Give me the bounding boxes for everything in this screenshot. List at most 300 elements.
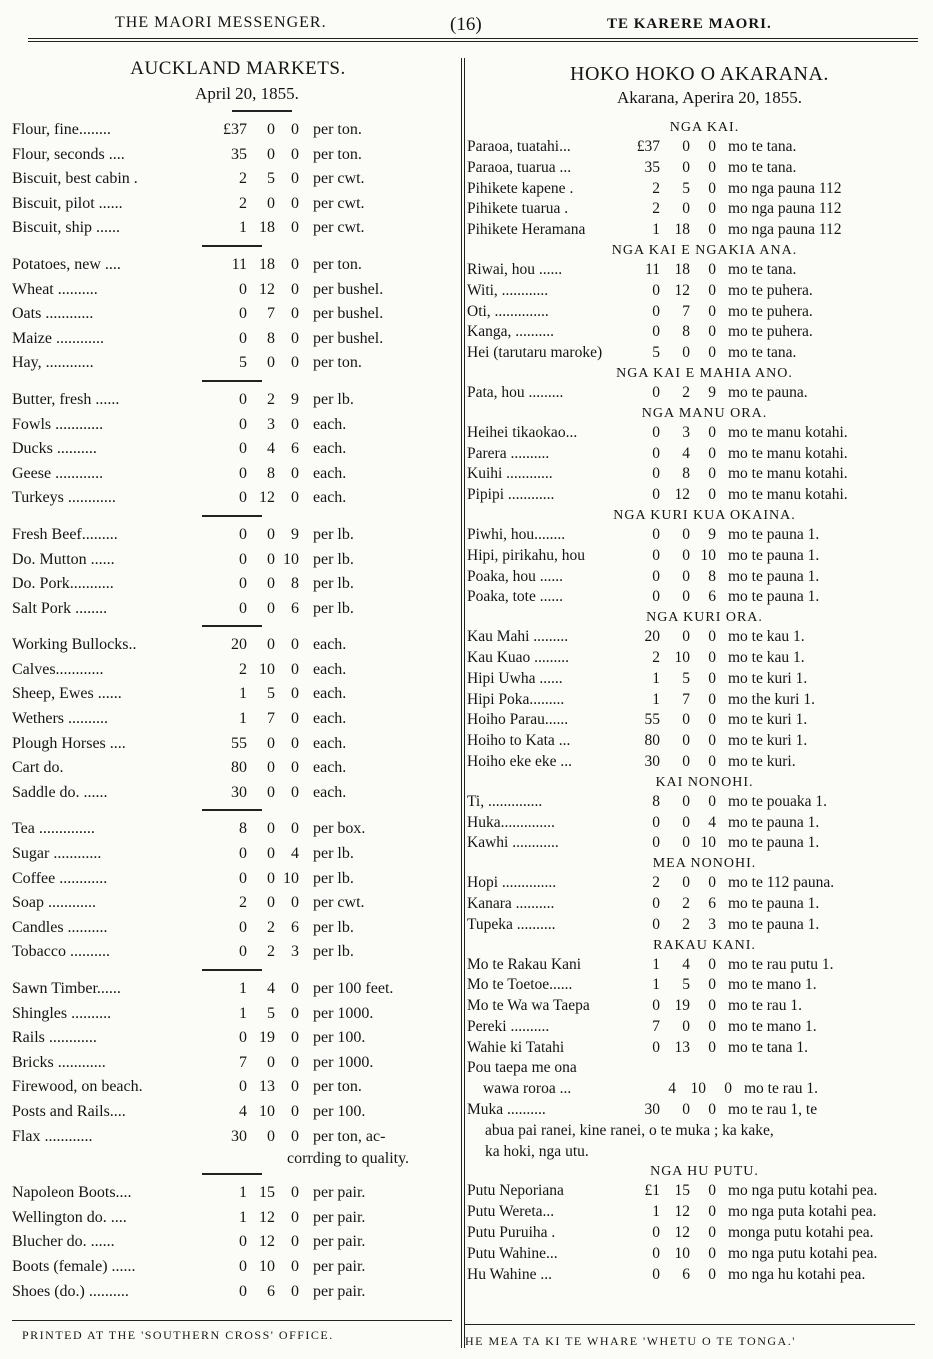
market-section bbox=[12, 1181, 452, 1304]
price-row bbox=[12, 413, 452, 438]
footer-left: PRINTED AT THE 'SOUTHERN CROSS' OFFICE. bbox=[22, 1328, 334, 1342]
maori-title: HOKO HOKO O AKARANA. bbox=[570, 63, 829, 85]
price-pounds: 2 bbox=[652, 648, 660, 666]
item-name: Oti, .............. bbox=[467, 302, 549, 320]
price-pence: 0 bbox=[708, 344, 716, 362]
price-row bbox=[467, 158, 922, 179]
price-pounds: 1 bbox=[239, 1184, 247, 1202]
price-pounds: 0 bbox=[652, 444, 660, 462]
price-unit: per ton. bbox=[313, 1078, 362, 1096]
item-name: Boots (female) ...... bbox=[12, 1257, 136, 1275]
price-pounds: 0 bbox=[239, 575, 247, 593]
price-pence: 0 bbox=[708, 1224, 716, 1242]
price-pence: 0 bbox=[291, 255, 299, 273]
price-row bbox=[12, 707, 452, 732]
price-pounds: £37 bbox=[636, 138, 660, 155]
section-heading: NGA KAI E MAHIA ANO. bbox=[616, 365, 793, 381]
item-name: Huka.............. bbox=[467, 813, 555, 831]
price-unit: mo te rau 1, te bbox=[728, 1101, 818, 1119]
price-shillings: 10 bbox=[259, 1102, 275, 1120]
item-name: Mo te Wa wa Taepa bbox=[467, 997, 590, 1015]
price-pence: 0 bbox=[708, 465, 716, 483]
market-section bbox=[12, 523, 452, 621]
price-pence: 0 bbox=[291, 636, 299, 654]
price-pounds: 0 bbox=[239, 329, 247, 347]
price-unit: per 100 feet. bbox=[313, 980, 394, 997]
item-name: Paraoa, tuatahi... bbox=[467, 138, 571, 155]
price-row bbox=[467, 464, 922, 485]
price-shillings: 0 bbox=[267, 194, 275, 212]
price-row bbox=[12, 1181, 452, 1206]
price-shillings: 3 bbox=[267, 415, 275, 433]
price-pounds: 0 bbox=[239, 1257, 247, 1275]
page-number: (16) bbox=[450, 14, 482, 35]
price-unit: mo te pauna. bbox=[728, 383, 808, 401]
price-shillings: 0 bbox=[267, 550, 275, 568]
item-name: Witi, ............ bbox=[467, 281, 549, 299]
price-unit: mo te puhera. bbox=[728, 302, 813, 320]
price-row bbox=[12, 597, 452, 622]
price-pounds: 1 bbox=[652, 976, 660, 994]
item-name: Do. Mutton ...... bbox=[12, 550, 115, 568]
price-pence: 0 bbox=[708, 874, 716, 892]
price-row bbox=[467, 1100, 922, 1121]
price-row bbox=[12, 1206, 452, 1231]
price-pence: 0 bbox=[291, 894, 299, 912]
item-name: Hoiho eke eke ... bbox=[467, 752, 573, 770]
item-name: Hay, ............ bbox=[12, 354, 94, 372]
price-unit: mo nga putu kotahi pea. bbox=[728, 1182, 878, 1200]
price-unit: mo nga pauna 112 bbox=[728, 200, 842, 218]
price-shillings: 0 bbox=[267, 894, 275, 912]
price-row bbox=[12, 1002, 452, 1027]
price-unit: mo te manu kotahi. bbox=[728, 486, 848, 504]
price-unit: mo the kuri 1. bbox=[728, 690, 815, 708]
price-row bbox=[467, 137, 922, 158]
price-shillings: 19 bbox=[259, 1029, 275, 1047]
price-unit: per box. bbox=[313, 820, 366, 838]
price-unit: per 100. bbox=[313, 1029, 366, 1047]
price-shillings: 12 bbox=[674, 1224, 690, 1242]
price-row bbox=[467, 281, 922, 302]
section-heading: KAI NONOHI. bbox=[655, 774, 754, 790]
price-pence: 0 bbox=[708, 444, 716, 462]
price-shillings: 8 bbox=[267, 329, 275, 347]
item-name: Hipi, pirikahu, hou bbox=[467, 546, 585, 564]
item-name: Bricks ............ bbox=[12, 1053, 106, 1071]
price-pence: 0 bbox=[291, 783, 299, 801]
price-shillings: 2 bbox=[682, 915, 690, 933]
price-pence: 6 bbox=[291, 599, 299, 617]
item-name: Soap ............ bbox=[12, 894, 96, 912]
item-name: Sugar ............ bbox=[12, 845, 102, 863]
price-row bbox=[12, 548, 452, 573]
section-rule bbox=[202, 625, 262, 627]
price-unit: per cwt. bbox=[313, 170, 365, 188]
price-row bbox=[467, 260, 922, 281]
item-name: Hu Wahine ... bbox=[467, 1265, 552, 1283]
price-shillings: 0 bbox=[682, 834, 690, 852]
price-shillings: 0 bbox=[682, 711, 690, 729]
price-shillings: 12 bbox=[259, 1233, 275, 1251]
price-shillings: 4 bbox=[267, 980, 275, 997]
price-pence: 0 bbox=[291, 1233, 299, 1251]
price-row bbox=[12, 756, 452, 781]
price-pence: 0 bbox=[708, 976, 716, 994]
price-pence: 0 bbox=[291, 280, 299, 298]
price-shillings: 0 bbox=[267, 869, 275, 887]
price-shillings: 2 bbox=[682, 894, 690, 912]
price-pounds: 0 bbox=[652, 383, 660, 401]
price-pounds: 0 bbox=[239, 305, 247, 323]
item-name: Pereki .......... bbox=[467, 1017, 550, 1035]
price-row bbox=[12, 817, 452, 842]
header-right-title: TE KARERE MAORI. bbox=[607, 16, 772, 32]
maori-date: Akarana, Aperira 20, 1855. bbox=[616, 88, 803, 107]
price-pence: 0 bbox=[708, 669, 716, 687]
price-shillings: 7 bbox=[682, 302, 690, 320]
price-shillings: 15 bbox=[674, 1182, 690, 1200]
item-name: Pihikete tuarua . bbox=[467, 200, 569, 218]
price-shillings: 0 bbox=[682, 158, 690, 176]
price-shillings: 8 bbox=[267, 464, 275, 482]
price-pence: 3 bbox=[708, 915, 716, 933]
price-shillings: 6 bbox=[682, 1265, 690, 1283]
item-name: Do. Pork........... bbox=[12, 575, 114, 593]
price-shillings: 2 bbox=[267, 390, 275, 408]
item-name: Wethers .......... bbox=[12, 710, 109, 728]
price-shillings: 0 bbox=[267, 121, 275, 138]
item-name: Tea .............. bbox=[12, 820, 95, 838]
price-pounds: 1 bbox=[239, 1208, 247, 1226]
price-pence: 0 bbox=[708, 260, 716, 278]
item-name: Hoiho Parau...... bbox=[467, 711, 569, 729]
price-pounds: 35 bbox=[231, 145, 247, 163]
price-pence: 9 bbox=[291, 525, 299, 543]
header-rule bbox=[28, 38, 918, 42]
price-row bbox=[12, 278, 452, 303]
price-shillings: 4 bbox=[682, 444, 690, 462]
price-row bbox=[467, 710, 922, 731]
item-name: Wahie ki Tatahi bbox=[467, 1038, 565, 1056]
price-pence: 0 bbox=[291, 1029, 299, 1047]
price-pence: 8 bbox=[291, 575, 299, 593]
price-pence: 0 bbox=[291, 305, 299, 323]
price-row bbox=[12, 977, 452, 1002]
price-pence: 0 bbox=[708, 302, 716, 320]
item-name: Pihikete kapene . bbox=[467, 179, 574, 197]
price-pence: 0 bbox=[291, 194, 299, 212]
price-shillings: 5 bbox=[682, 179, 690, 197]
price-shillings: 2 bbox=[267, 943, 275, 961]
price-pence: 0 bbox=[291, 121, 299, 138]
price-pence: 0 bbox=[708, 690, 716, 708]
price-row bbox=[12, 462, 452, 487]
price-pence: 0 bbox=[291, 1184, 299, 1202]
price-shillings: 19 bbox=[674, 997, 690, 1015]
price-shillings: 12 bbox=[674, 281, 690, 299]
item-name: Wheat .......... bbox=[12, 280, 98, 298]
price-pounds: 2 bbox=[239, 170, 247, 188]
item-name: Plough Horses .... bbox=[12, 734, 126, 752]
price-row bbox=[467, 1223, 922, 1244]
price-pence: 0 bbox=[708, 752, 716, 770]
price-unit: mo te tana. bbox=[728, 260, 797, 278]
price-pounds: 1 bbox=[652, 955, 660, 973]
item-name: Fowls ............ bbox=[12, 415, 104, 433]
price-shillings: 0 bbox=[682, 588, 690, 606]
price-unit: each. bbox=[313, 415, 347, 433]
price-shillings: 18 bbox=[674, 221, 690, 239]
price-row bbox=[467, 383, 922, 404]
price-pounds: 0 bbox=[652, 281, 660, 299]
price-pounds: 55 bbox=[231, 734, 247, 752]
section-heading: NGA KURI ORA. bbox=[646, 610, 763, 626]
price-pounds: 5 bbox=[652, 344, 660, 362]
price-unit: per pair. bbox=[313, 1257, 366, 1275]
price-pence: 0 bbox=[708, 179, 716, 197]
item-name: Candles .......... bbox=[12, 918, 108, 936]
section-heading: NGA MANU ORA. bbox=[641, 405, 768, 421]
price-shillings: 0 bbox=[682, 813, 690, 831]
item-name: Cart do. bbox=[12, 759, 64, 777]
price-unit: mo te kuri 1. bbox=[728, 669, 808, 687]
price-row bbox=[12, 633, 452, 658]
price-row bbox=[12, 732, 452, 757]
price-pence: 0 bbox=[291, 685, 299, 703]
price-shillings: 15 bbox=[259, 1184, 275, 1202]
price-row bbox=[12, 486, 452, 511]
price-unit: per lb. bbox=[313, 918, 354, 936]
item-name: Shingles .......... bbox=[12, 1004, 112, 1022]
price-pounds: 11 bbox=[231, 255, 247, 273]
price-row bbox=[467, 996, 922, 1017]
price-pence: 0 bbox=[708, 221, 716, 239]
price-unit: per lb. bbox=[313, 943, 354, 961]
price-shillings: 0 bbox=[267, 845, 275, 863]
price-unit: per cwt. bbox=[313, 219, 365, 237]
item-name: Rails ............ bbox=[12, 1029, 97, 1047]
price-pounds: 0 bbox=[652, 997, 660, 1015]
title-rule bbox=[232, 110, 292, 112]
price-row bbox=[12, 437, 452, 462]
price-row bbox=[12, 940, 452, 965]
price-pounds: 0 bbox=[239, 464, 247, 482]
price-pence: 0 bbox=[291, 1257, 299, 1275]
price-pence: 0 bbox=[291, 1078, 299, 1096]
price-shillings: 0 bbox=[267, 525, 275, 543]
price-row bbox=[467, 343, 922, 364]
price-shillings: 0 bbox=[682, 567, 690, 585]
item-name: Coffee ............ bbox=[12, 869, 108, 887]
price-row bbox=[12, 253, 452, 278]
price-pence: 0 bbox=[708, 323, 716, 341]
item-name: Poaka, hou ...... bbox=[467, 567, 564, 585]
price-pounds: 0 bbox=[239, 489, 247, 507]
price-pence: 4 bbox=[708, 813, 716, 831]
price-shillings: 13 bbox=[259, 1078, 275, 1096]
price-unit: mo te pauna 1. bbox=[728, 525, 820, 543]
price-shillings: 0 bbox=[682, 874, 690, 892]
price-unit: each. bbox=[313, 710, 347, 728]
price-pence: 0 bbox=[291, 710, 299, 728]
price-shillings: 12 bbox=[674, 486, 690, 504]
item-name: Biscuit, ship ...... bbox=[12, 219, 121, 237]
price-row bbox=[467, 752, 922, 773]
row-label: Pou taepa me ona bbox=[467, 1059, 577, 1077]
price-unit: mo te 112 pauna. bbox=[728, 874, 835, 892]
item-name: Poaka, tote ...... bbox=[467, 588, 563, 606]
price-pounds: 7 bbox=[239, 1053, 247, 1071]
price-pence: 0 bbox=[291, 980, 299, 997]
price-row bbox=[12, 118, 452, 143]
price-pounds: 0 bbox=[652, 465, 660, 483]
price-pence: 0 bbox=[291, 1053, 299, 1071]
footer-rule-right bbox=[465, 1324, 915, 1325]
price-shillings: 10 bbox=[674, 1244, 690, 1262]
item-name: Posts and Rails.... bbox=[12, 1102, 126, 1120]
price-pence: 0 bbox=[708, 1244, 716, 1262]
price-shillings: 0 bbox=[682, 1101, 690, 1119]
price-pounds: 2 bbox=[239, 660, 247, 678]
price-shillings: 5 bbox=[267, 170, 275, 188]
price-row bbox=[12, 658, 452, 683]
price-row bbox=[467, 179, 922, 200]
price-shillings: 0 bbox=[267, 783, 275, 801]
price-row bbox=[467, 1017, 922, 1038]
price-pence: 0 bbox=[708, 281, 716, 299]
price-pounds: 0 bbox=[239, 440, 247, 458]
price-pounds: 0 bbox=[652, 834, 660, 852]
price-row bbox=[12, 216, 452, 241]
item-name: Hopi .............. bbox=[467, 874, 557, 892]
price-pounds: 2 bbox=[239, 894, 247, 912]
price-pounds: 30 bbox=[644, 1101, 660, 1119]
price-pounds: 0 bbox=[652, 546, 660, 564]
price-shillings: 0 bbox=[682, 525, 690, 543]
item-name: Firewood, on beach. bbox=[12, 1078, 143, 1096]
price-shillings: 7 bbox=[267, 305, 275, 323]
price-unit: each. bbox=[313, 783, 347, 801]
price-row bbox=[12, 523, 452, 548]
price-unit: per lb. bbox=[313, 845, 354, 863]
item-name: Putu Puruiha . bbox=[467, 1224, 556, 1242]
item-name: Sawn Timber...... bbox=[12, 980, 121, 997]
price-pence: 10 bbox=[700, 834, 716, 852]
price-unit: each. bbox=[313, 660, 347, 678]
price-unit: mo te puhera. bbox=[728, 281, 813, 299]
price-pounds: 0 bbox=[652, 894, 660, 912]
price-row bbox=[12, 143, 452, 168]
price-row bbox=[12, 1125, 452, 1150]
item-name: Mo te Rakau Kani bbox=[467, 955, 582, 973]
price-unit: mo te manu kotahi. bbox=[728, 444, 848, 462]
price-pounds: 80 bbox=[231, 759, 247, 777]
price-pounds: 1 bbox=[652, 1203, 660, 1221]
price-pounds: 0 bbox=[652, 915, 660, 933]
price-pounds: 0 bbox=[239, 390, 247, 408]
section-rule bbox=[202, 515, 262, 517]
section-heading: MEA NONOHI. bbox=[652, 856, 757, 872]
item-name: Putu Wahine... bbox=[467, 1244, 558, 1262]
price-pence: 0 bbox=[291, 415, 299, 433]
price-pounds: 0 bbox=[652, 1265, 660, 1283]
price-pence: 10 bbox=[283, 869, 299, 887]
price-row bbox=[467, 525, 922, 546]
price-pounds: 0 bbox=[652, 525, 660, 543]
price-shillings: 12 bbox=[259, 489, 275, 507]
price-shillings: 7 bbox=[267, 710, 275, 728]
price-row bbox=[467, 199, 922, 220]
price-pounds: 1 bbox=[239, 685, 247, 703]
price-pounds: 1 bbox=[239, 219, 247, 237]
price-shillings: 0 bbox=[267, 145, 275, 163]
price-row bbox=[467, 915, 922, 936]
price-row bbox=[467, 1244, 922, 1265]
price-row bbox=[467, 485, 922, 506]
item-name: Kawhi ............ bbox=[467, 834, 559, 852]
price-pounds: 0 bbox=[239, 280, 247, 298]
price-shillings: 0 bbox=[682, 200, 690, 218]
price-unit: each. bbox=[313, 636, 347, 654]
price-pounds: 2 bbox=[652, 179, 660, 197]
price-pence: 0 bbox=[291, 489, 299, 507]
price-pence: 6 bbox=[291, 918, 299, 936]
item-name: Mo te Toetoe...... bbox=[467, 976, 573, 994]
item-name: Putu Wereta... bbox=[467, 1203, 555, 1221]
price-shillings: 12 bbox=[259, 1208, 275, 1226]
section-heading: NGA HU PUTU. bbox=[650, 1164, 759, 1180]
price-shillings: 0 bbox=[267, 354, 275, 372]
price-pounds: 2 bbox=[652, 874, 660, 892]
price-pounds: 0 bbox=[239, 1029, 247, 1047]
price-unit: per ton, ac- bbox=[313, 1127, 386, 1145]
price-unit: per ton. bbox=[313, 255, 362, 273]
price-unit: each. bbox=[313, 489, 347, 507]
price-pence: 3 bbox=[291, 943, 299, 961]
price-unit: per lb. bbox=[313, 599, 354, 617]
price-pounds: 1 bbox=[652, 221, 660, 239]
price-unit: per lb. bbox=[313, 390, 354, 408]
item-name: Fresh Beef......... bbox=[12, 525, 118, 543]
price-unit: mo te manu kotahi. bbox=[728, 465, 848, 483]
price-unit: each. bbox=[313, 734, 347, 752]
price-pounds: 8 bbox=[239, 820, 247, 838]
item-name: Pipipi ............ bbox=[467, 486, 555, 504]
price-pence: 0 bbox=[724, 1080, 732, 1098]
price-shillings: 0 bbox=[267, 820, 275, 838]
price-pounds: 20 bbox=[231, 636, 247, 654]
price-shillings: 5 bbox=[267, 1004, 275, 1022]
price-pence: 0 bbox=[291, 170, 299, 188]
price-pounds: 1 bbox=[652, 669, 660, 687]
price-unit: mo te kau 1. bbox=[728, 628, 805, 646]
item-name: Hipi Poka......... bbox=[467, 690, 565, 708]
price-row bbox=[467, 1181, 922, 1202]
price-pence: 0 bbox=[708, 1017, 716, 1035]
price-shillings: 0 bbox=[682, 344, 690, 362]
price-pounds: 30 bbox=[231, 1127, 247, 1145]
price-unit: mo te kuri. bbox=[728, 752, 796, 770]
price-row bbox=[12, 302, 452, 327]
price-shillings: 4 bbox=[267, 440, 275, 458]
price-shillings: 0 bbox=[267, 636, 275, 654]
item-name: Piwhi, hou........ bbox=[467, 525, 566, 543]
price-unit: each. bbox=[313, 464, 347, 482]
price-row bbox=[467, 975, 922, 996]
price-pounds: 0 bbox=[239, 869, 247, 887]
section-heading: RAKAU KANI. bbox=[653, 937, 756, 953]
